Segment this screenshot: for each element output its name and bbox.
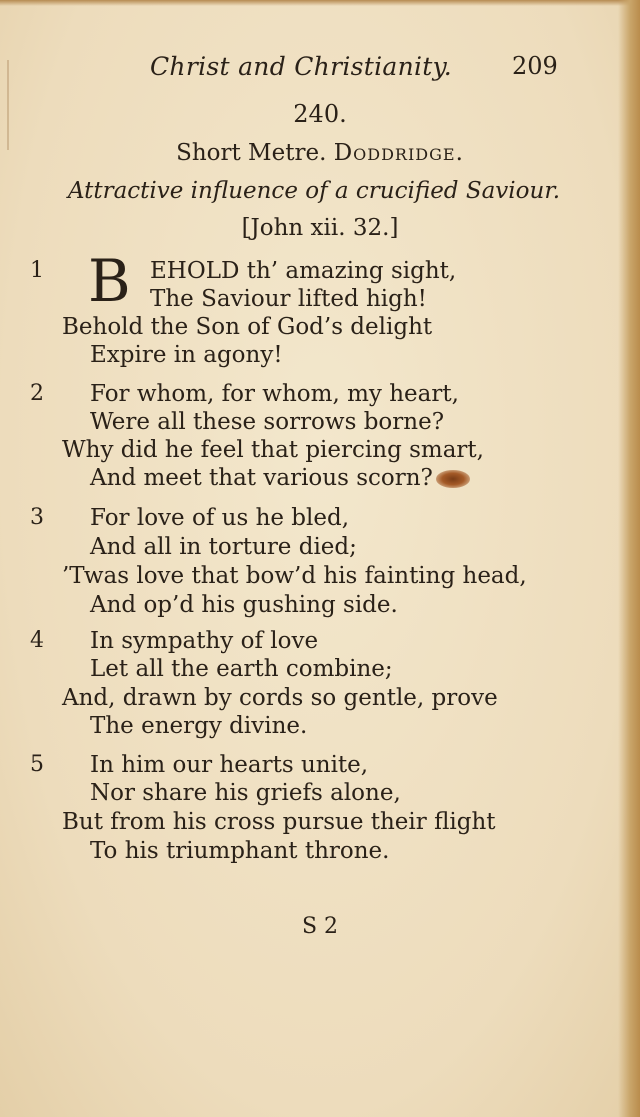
verse-line: The Saviour lifted high! bbox=[150, 286, 427, 312]
running-title: Christ and Christianity. bbox=[150, 52, 452, 81]
verse-line: Nor share his griefs alone, bbox=[90, 780, 401, 806]
verse-line: In him our hearts unite, bbox=[90, 752, 369, 778]
author: Doddridge. bbox=[333, 140, 464, 166]
verse-number: 4 bbox=[30, 628, 44, 653]
verse-line: And, drawn by cords so gentle, prove bbox=[62, 685, 498, 711]
verse-number: 1 bbox=[30, 258, 44, 283]
metre: Short Metre. bbox=[176, 140, 327, 166]
verse-line: For whom, for whom, my heart, bbox=[90, 381, 459, 407]
scripture-reference: [John xii. 32.] bbox=[241, 215, 399, 241]
drop-cap: B bbox=[88, 247, 131, 315]
verse-line: Expire in agony! bbox=[90, 342, 283, 368]
verse-line: EHOLD th’ amazing sight, bbox=[150, 258, 457, 284]
page-number: 209 bbox=[512, 52, 558, 80]
verse-line: And all in torture died; bbox=[90, 534, 357, 560]
page-right-edge bbox=[618, 0, 640, 1117]
verse-line: To his triumphant throne. bbox=[90, 838, 390, 864]
verse-line: The energy divine. bbox=[90, 713, 308, 739]
verse-number: 3 bbox=[30, 505, 44, 530]
verse-line: But from his cross pursue their flight bbox=[62, 809, 496, 835]
verse-line: For love of us he bled, bbox=[90, 505, 350, 531]
page-top-edge bbox=[0, 0, 640, 6]
verse-number: 2 bbox=[30, 381, 44, 406]
ink-stain bbox=[436, 470, 470, 488]
verse-line: And meet that various scorn? bbox=[90, 465, 433, 491]
verse-line: Behold the Son of God’s delight bbox=[62, 314, 433, 340]
running-head bbox=[150, 48, 595, 88]
verse-line: In sympathy of love bbox=[90, 628, 319, 654]
metre-line bbox=[0, 140, 640, 166]
verse-line: Were all these sorrows borne? bbox=[90, 409, 445, 435]
hymn-number: 240. bbox=[293, 100, 347, 128]
verse-line: Why did he feel that piercing smart, bbox=[62, 437, 484, 463]
verse-line: And op’d his gushing side. bbox=[90, 592, 398, 618]
hymn-subject: Attractive influence of a crucified Saviour. bbox=[67, 178, 561, 204]
verse-number: 5 bbox=[30, 752, 44, 777]
signature-mark: S 2 bbox=[301, 914, 339, 939]
verse-line: ’Twas love that bow’d his fainting head, bbox=[62, 563, 527, 589]
verse-line: Let all the earth combine; bbox=[90, 656, 393, 682]
